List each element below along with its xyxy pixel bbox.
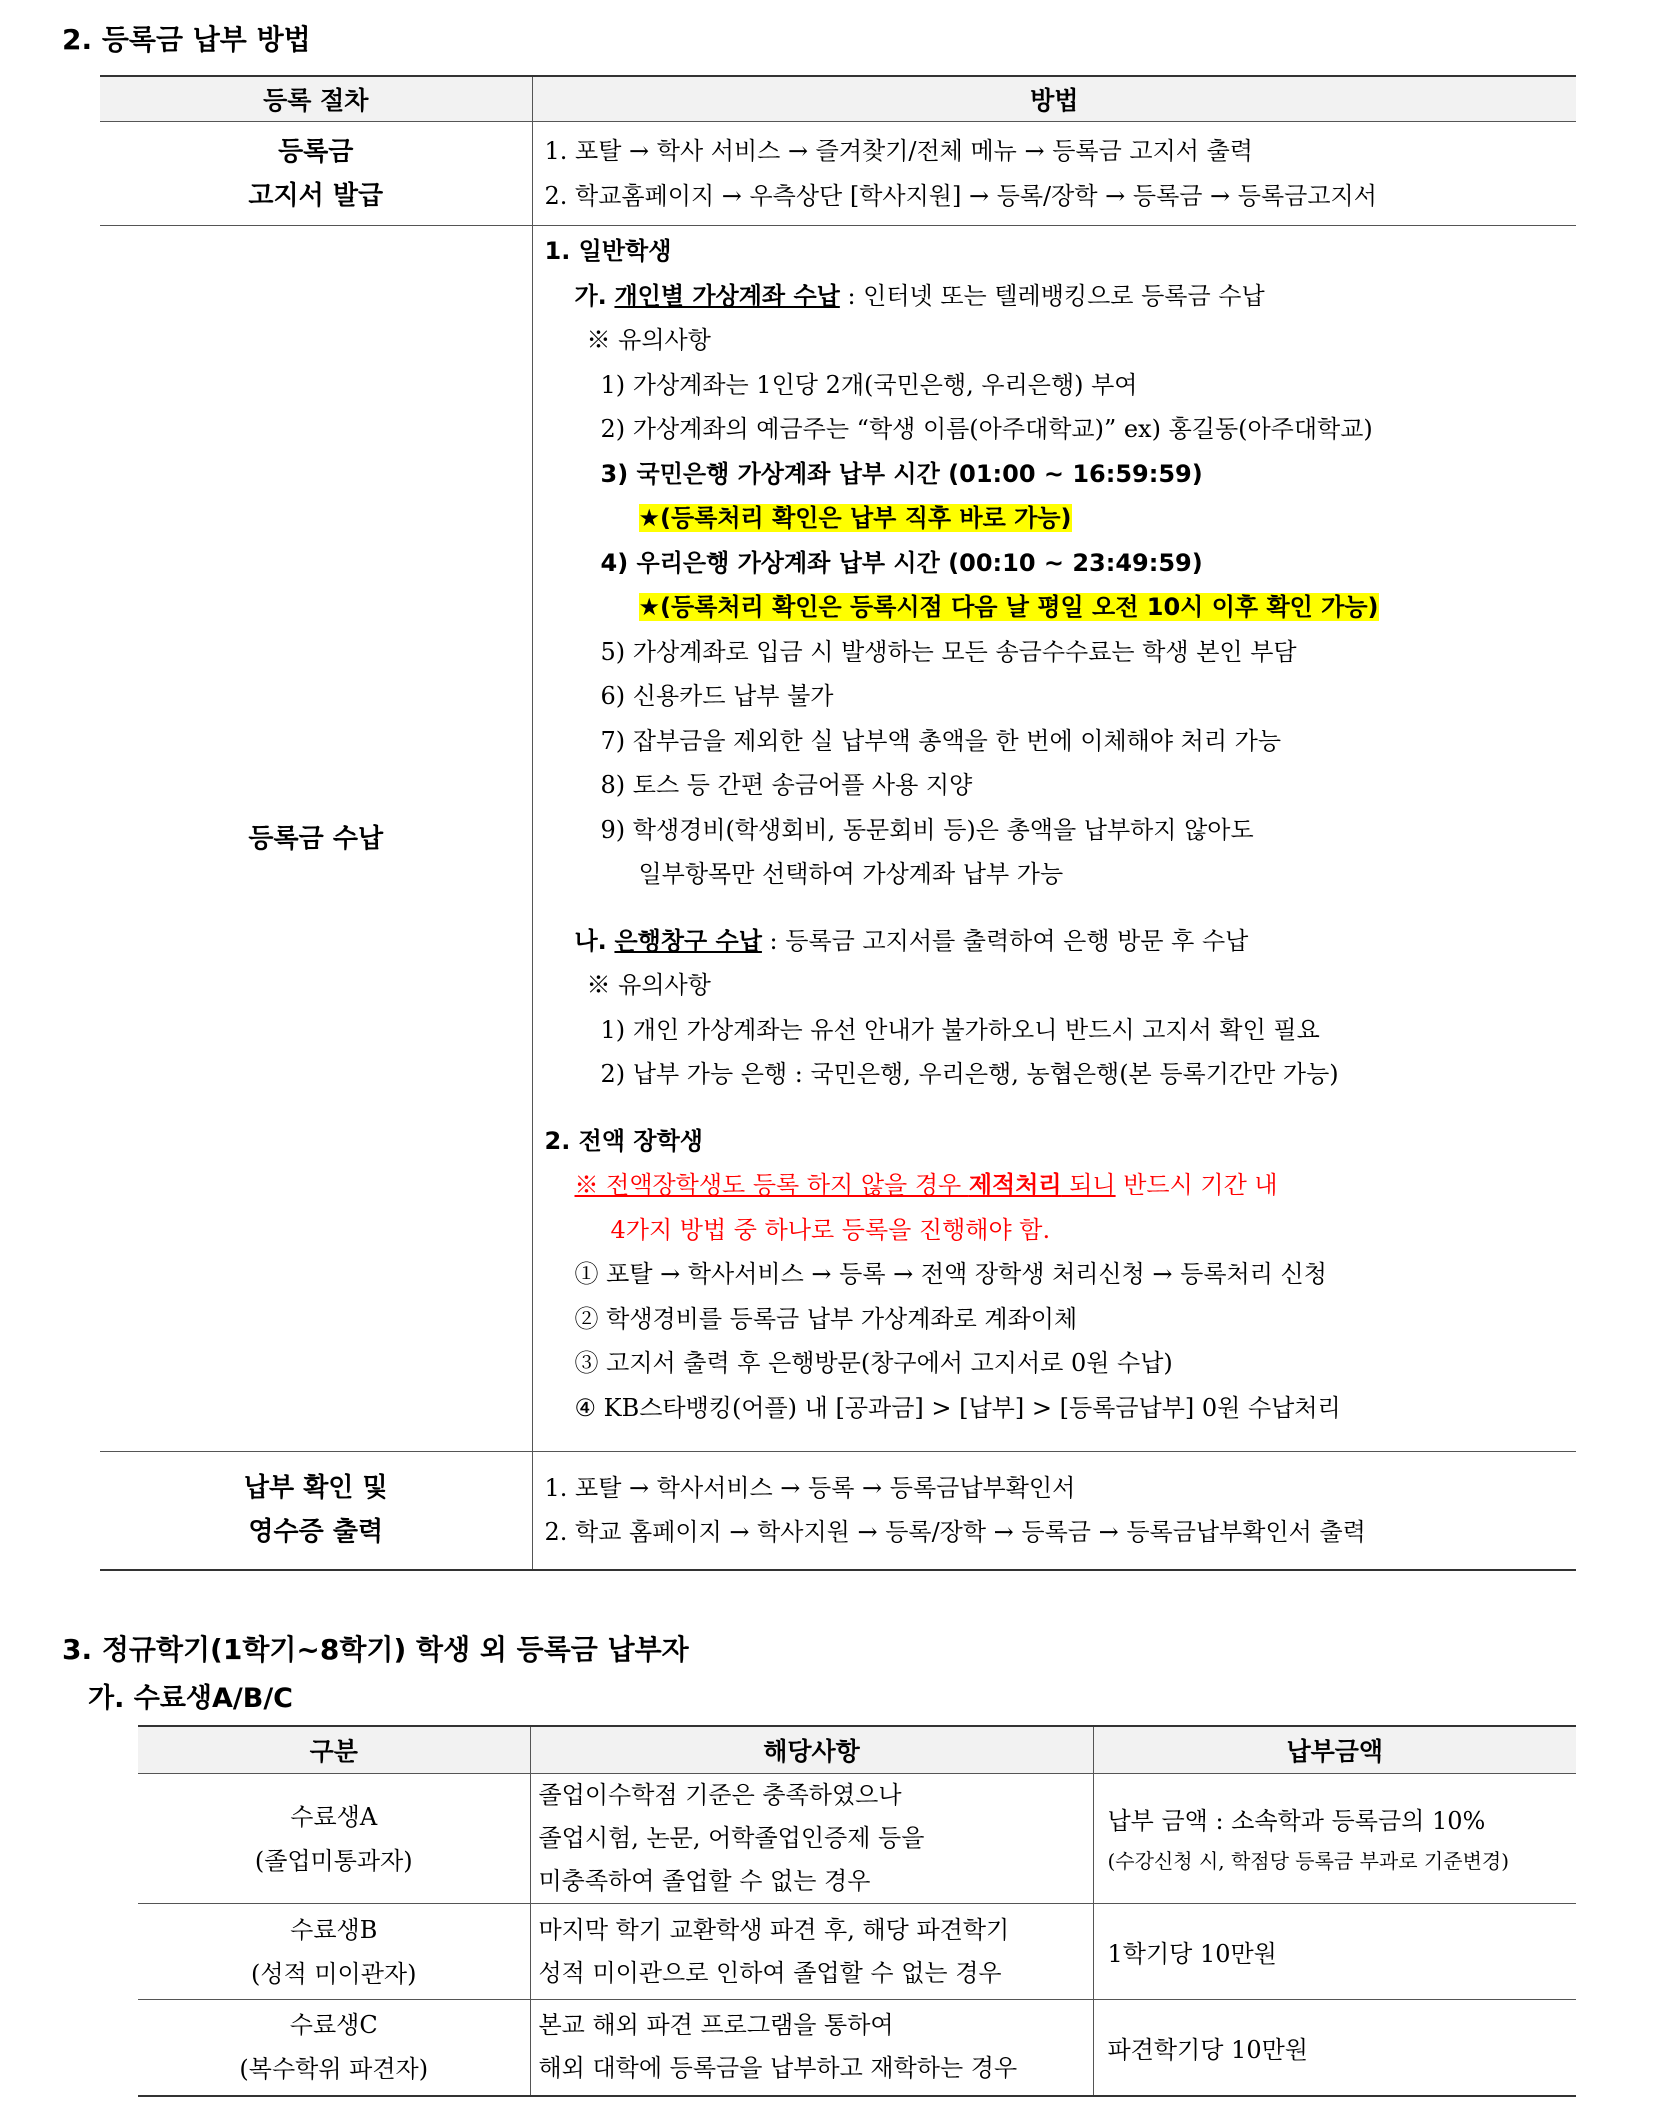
desc-line: 미충족하여 졸업할 수 없는 경우 bbox=[538, 1867, 871, 1895]
type-cell bbox=[138, 1904, 530, 2000]
list-item: 9) 학생경비(학생회비, 동문회비 등)은 총액을 납부하지 않아도 bbox=[600, 815, 1254, 844]
step-label: 등록금 bbox=[278, 136, 354, 167]
amount-cell bbox=[1093, 1904, 1576, 2000]
type-label: (복수학위 파견자) bbox=[239, 2055, 429, 2084]
section-2-title: 2. 등록금 납부 방법 bbox=[62, 23, 311, 56]
step-cell bbox=[100, 1452, 532, 1570]
amount-note: (수강신청 시, 학점당 등록금 부과로 기준변경) bbox=[1107, 1848, 1510, 1873]
desc-cell bbox=[530, 2000, 1093, 2096]
method-line: 1. 포탈 → 학사서비스 → 등록 → 등록금납부확인서 bbox=[544, 1473, 1076, 1502]
desc-cell bbox=[530, 1774, 1093, 1904]
list-item: 일부항목만 선택하여 가상계좌 납부 가능 bbox=[638, 860, 1064, 888]
type-label: (졸업미통과자) bbox=[254, 1846, 413, 1875]
scholar-warning: 4가지 방법 중 하나로 등록을 진행해야 함. bbox=[610, 1215, 1051, 1244]
section-3-subtitle: 가. 수료생A/B/C bbox=[88, 1683, 293, 1714]
desc-line: 해외 대학에 등록금을 납부하고 재학하는 경우 bbox=[538, 2054, 1018, 2083]
table-row bbox=[138, 1904, 1576, 2000]
step-label: 영수증 출력 bbox=[248, 1517, 384, 1548]
type-cell bbox=[138, 2000, 530, 2096]
list-item: 3) 국민은행 가상계좌 납부 시간 (01:00 ~ 16:59:59) bbox=[600, 459, 1203, 488]
list-item: 1) 가상계좌는 1인당 2개(국민은행, 우리은행) 부여 bbox=[600, 370, 1138, 399]
type-label: 수료생A bbox=[290, 1802, 378, 1831]
table-row bbox=[138, 2000, 1576, 2096]
list-item: 6) 신용카드 납부 불가 bbox=[600, 682, 834, 710]
list-item: 4) 우리은행 가상계좌 납부 시간 (00:10 ~ 23:49:59) bbox=[600, 548, 1203, 577]
header-type: 구분 bbox=[138, 1726, 530, 1774]
amount-text: 파견학기당 10만원 bbox=[1107, 2035, 1308, 2064]
list-item bbox=[545, 585, 1577, 630]
completion-student-table bbox=[138, 1725, 1576, 2097]
scholar-warning: ※ 전액장학생도 등록 하지 않을 경우 제적처리 되니 반드시 기간 내 bbox=[574, 1171, 1278, 1199]
method-line: 1. 포탈 → 학사 서비스 → 즐겨찾기/전체 메뉴 → 등록금 고지서 출력 bbox=[544, 137, 1253, 165]
list-item: 2) 가상계좌의 예금주는 “학생 이름(아주대학교)” ex) 홍길동(아주대학교) bbox=[600, 415, 1373, 443]
method-cell bbox=[532, 226, 1576, 1452]
table-header-row bbox=[100, 76, 1576, 122]
method-cell bbox=[532, 122, 1576, 226]
desc-line: 마지막 학기 교환학생 파견 후, 해당 파견학기 bbox=[538, 1915, 1010, 1944]
list-item: ② 학생경비를 등록금 납부 가상계좌로 계좌이체 bbox=[574, 1304, 1078, 1333]
note-label: ※ 유의사항 bbox=[586, 326, 711, 354]
method-line: 2. 학교홈페이지 → 우측상단 [학사지원] → 등록/장학 → 등록금 → 등록금고지서 bbox=[544, 181, 1377, 210]
type-cell bbox=[138, 1774, 530, 1904]
header-amount: 납부금액 bbox=[1093, 1726, 1576, 1774]
type-label: 수료생B bbox=[290, 1915, 378, 1944]
amount-text: 납부 금액 : 소속학과 등록금의 10% bbox=[1107, 1806, 1486, 1835]
highlight-text: ★(등록처리 확인은 등록시점 다음 날 평일 오전 10시 이후 확인 가능) bbox=[638, 593, 1379, 621]
list-item: ④ KB스타뱅킹(어플) 내 [공과금] > [납부] > [등록금납부] 0원 수납처리 bbox=[574, 1393, 1341, 1422]
bank-counter-line: 나. 은행창구 수납 : 등록금 고지서를 출력하여 은행 방문 후 수납 bbox=[574, 926, 1249, 955]
table-row bbox=[100, 1452, 1576, 1570]
step-cell bbox=[100, 226, 532, 1452]
section-3-title: 3. 정규학기(1학기~8학기) 학생 외 등록금 납부자 bbox=[62, 1633, 689, 1666]
list-item bbox=[545, 496, 1577, 541]
note-label: ※ 유의사항 bbox=[586, 971, 711, 999]
desc-line: 본교 해외 파견 프로그램을 통하여 bbox=[538, 2011, 894, 2040]
list-item: ① 포탈 → 학사서비스 → 등록 → 전액 장학생 처리신청 → 등록처리 신청 bbox=[574, 1260, 1327, 1288]
method-cell bbox=[532, 1452, 1576, 1570]
step-label: 고지서 발급 bbox=[248, 180, 384, 211]
table-row bbox=[100, 122, 1576, 226]
virtual-account-line: 가. 개인별 가상계좌 수납 : 인터넷 또는 텔레뱅킹으로 등록금 수납 bbox=[574, 281, 1265, 310]
highlight-text: ★(등록처리 확인은 납부 직후 바로 가능) bbox=[638, 504, 1072, 532]
list-item: 5) 가상계좌로 입금 시 발생하는 모든 송금수수료는 학생 본인 부담 bbox=[600, 637, 1297, 666]
desc-line: 졸업시험, 논문, 어학졸업인증제 등을 bbox=[538, 1824, 925, 1852]
header-desc: 해당사항 bbox=[530, 1726, 1093, 1774]
type-label: (성적 미이관자) bbox=[251, 1959, 417, 1988]
list-item: 1) 개인 가상계좌는 유선 안내가 불가하오니 반드시 고지서 확인 필요 bbox=[600, 1015, 1320, 1044]
scholar-heading: 2. 전액 장학생 bbox=[544, 1126, 703, 1155]
list-item: ③ 고지서 출력 후 은행방문(창구에서 고지서로 0원 수납) bbox=[574, 1349, 1173, 1377]
amount-cell bbox=[1093, 2000, 1576, 2096]
desc-cell bbox=[530, 1904, 1093, 2000]
list-item: 2) 납부 가능 은행 : 국민은행, 우리은행, 농협은행(본 등록기간만 가능) bbox=[600, 1060, 1339, 1088]
table-header-row bbox=[138, 1726, 1576, 1774]
step-cell bbox=[100, 122, 532, 226]
method-line: 2. 학교 홈페이지 → 학사지원 → 등록/장학 → 등록금 → 등록금납부확인서 출력 bbox=[544, 1518, 1366, 1547]
header-method: 방법 bbox=[532, 76, 1576, 122]
general-student-heading: 1. 일반학생 bbox=[544, 237, 672, 265]
desc-line: 졸업이수학점 기준은 충족하였으나 bbox=[538, 1781, 902, 1809]
list-item: 8) 토스 등 간편 송금어플 사용 지양 bbox=[600, 771, 973, 799]
table-row bbox=[100, 226, 1576, 1452]
list-item: 7) 잡부금을 제외한 실 납부액 총액을 한 번에 이체해야 처리 가능 bbox=[600, 726, 1282, 755]
step-label: 등록금 수납 bbox=[248, 823, 384, 854]
type-label: 수료생C bbox=[289, 2011, 378, 2040]
header-step: 등록 절차 bbox=[100, 76, 532, 122]
desc-line: 성적 미이관으로 인하여 졸업할 수 없는 경우 bbox=[538, 1958, 1002, 1987]
payment-method-table bbox=[100, 75, 1576, 1571]
amount-text: 1학기당 10만원 bbox=[1107, 1940, 1277, 1968]
amount-cell bbox=[1093, 1774, 1576, 1904]
step-label: 납부 확인 및 bbox=[243, 1473, 388, 1504]
table-row bbox=[138, 1774, 1576, 1904]
